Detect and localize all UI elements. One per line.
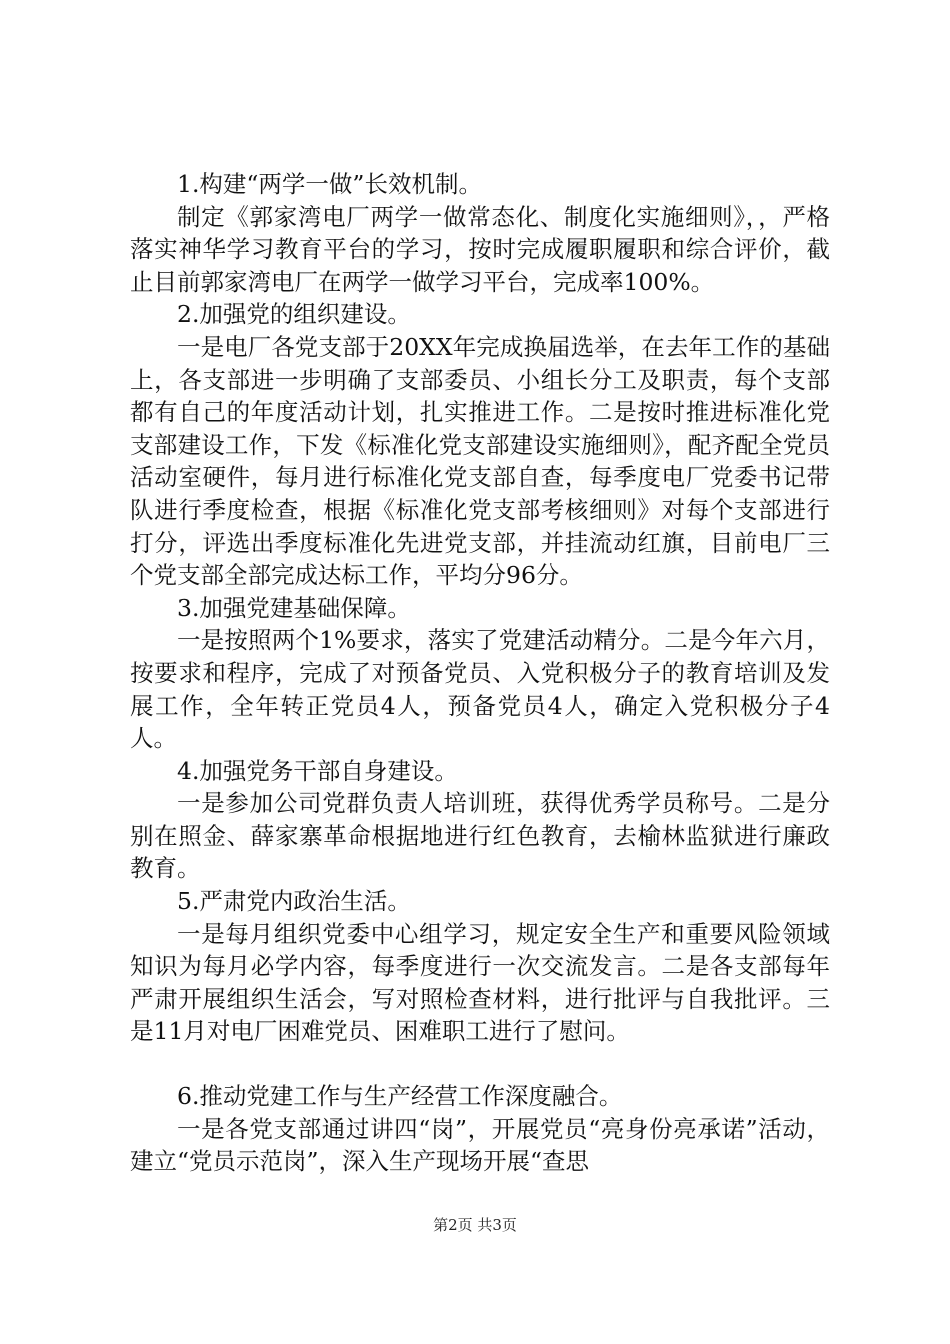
paragraph-2: 一是电厂各党支部于20XX年完成换届选举，在去年工作的基础上，各支部进一步明确了支部委员、小组长分工及职责，每个支部都有自己的年度活动计划，扎实推进工作。二是按时推进标准化党支部建设工作，下发《标准化党支部建设实施细则》，配齐配全党员活动室硬件，每月进行标准化党支部自查，每季度电厂党委书记带队进行季度检查，根据《标准化党支部考核细则》对每个支部进行打分，评选出季度标准化先进党支部，并挂流动红旗，目前电厂三个党支部全部完成达标工作，平均分96分。 (130, 332, 830, 590)
document-body (130, 168, 830, 1178)
paragraph-3: 一是按照两个1%要求，落实了党建活动精分。二是今年六月，按要求和程序，完成了对预备党员、入党积极分子的教育培训及发展工作，全年转正党员4人，预备党员4人，确定入党积极分子4人。 (130, 626, 830, 753)
heading-4: 4.加强党务干部自身建设。 (177, 756, 458, 785)
heading-2: 2.加强党的组织建设。 (177, 300, 411, 329)
paragraph-1: 制定《郭家湾电厂两学一做常态化、制度化实施细则》，，严格落实神华学习教育平台的学习，按时完成履职履职和综合评价，截止目前郭家湾电厂在两学一做学习平台，完成率100%。 (130, 202, 830, 296)
paragraph-4: 一是参加公司党群负责人培训班，获得优秀学员称号。二是分别在照金、薛家寨革命根据地进行红色教育，去榆林监狱进行廉政教育。 (130, 789, 830, 883)
heading-1: 1.构建“两学一做”长效机制。 (177, 170, 482, 198)
paragraph-6: 一是各党支部通过讲四“岗”，开展党员“亮身份亮承诺”活动，建立“党员示范岗”，深入生产现场开展“查思 (130, 1114, 830, 1176)
heading-5: 5.严肃党内政治生活。 (177, 887, 411, 916)
page-number-footer: 第2页 共3页 (433, 1216, 517, 1234)
paragraph-5: 一是每月组织党委中心组学习，规定安全生产和重要风险领域知识为每月必学内容，每季度进行一次交流发言。二是各支部每年严肃开展组织生活会，写对照检查材料，进行批评与自我批评。三是11月对电厂困难党员、困难职工进行了慰问。 (130, 919, 830, 1046)
heading-3: 3.加强党建基础保障。 (177, 593, 411, 622)
heading-6: 6.推动党建工作与生产经营工作深度融合。 (177, 1082, 623, 1111)
